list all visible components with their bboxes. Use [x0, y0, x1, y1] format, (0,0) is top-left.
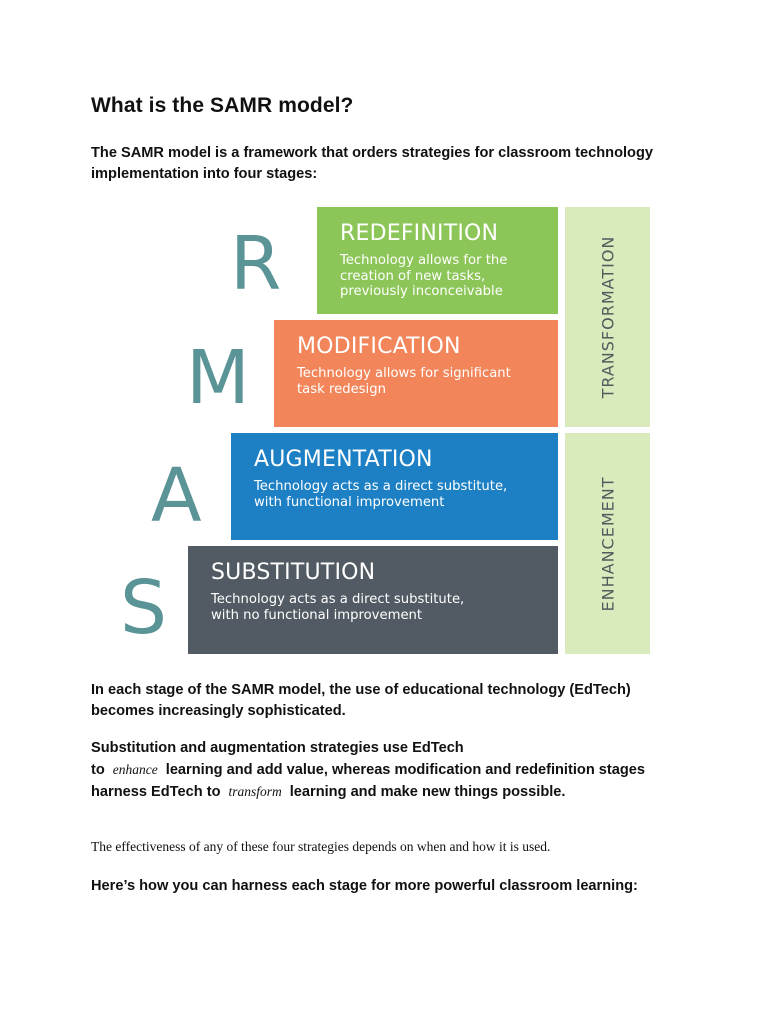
stage-description: Technology acts as a direct substitute, with functional improvement — [254, 479, 508, 510]
paragraph-enhance-transform — [91, 738, 691, 803]
para2-text-c: learning and add value, whereas modification and redefinition stages harness EdTech to — [91, 762, 646, 800]
stage-description: Technology allows for the creation of new tasks, previously inconceivable — [340, 253, 508, 299]
stage-title: REDEFINITION — [340, 221, 499, 246]
enhancement-label: ENHANCEMENT — [598, 476, 617, 611]
enhancement-bar — [565, 433, 650, 654]
intro-paragraph: The SAMR model is a framework that orders strategies for classroom technology implementation into four stages: — [91, 145, 654, 182]
stage-modification — [274, 320, 558, 427]
para2-text-b: to — [91, 762, 105, 778]
transformation-label: TRANSFORMATION — [598, 235, 617, 399]
stage-description: Technology acts as a direct substitute, with no functional improvement — [211, 592, 465, 623]
paragraph-sophistication: In each stage of the SAMR model, the use of educational technology (EdTech) becomes increasingly sophisticated. — [91, 682, 631, 719]
stage-title: SUBSTITUTION — [211, 560, 376, 585]
stage-title: AUGMENTATION — [254, 447, 433, 472]
letter-a: A — [151, 453, 202, 539]
letter-s: S — [120, 565, 167, 651]
paragraph-harness: Here’s how you can harness each stage for more powerful classroom learning: — [91, 878, 638, 894]
letter-r: R — [230, 221, 282, 307]
paragraph-effectiveness: The effectiveness of any of these four strategies depends on when and how it is used. — [91, 839, 551, 854]
letter-m: M — [186, 335, 250, 421]
stage-substitution — [188, 546, 558, 654]
page-title: What is the SAMR model? — [91, 94, 354, 117]
stage-description: Technology allows for significant task redesign — [297, 366, 511, 397]
emphasis-transform: transform — [228, 784, 282, 799]
stage-redefinition — [317, 207, 558, 314]
emphasis-enhance: enhance — [112, 762, 158, 777]
para2-text-d: learning and make new things possible. — [289, 784, 566, 800]
transformation-bar — [565, 207, 650, 427]
para2-text-a: Substitution and augmentation strategies use EdTech — [91, 740, 464, 756]
stage-augmentation — [231, 433, 558, 540]
stage-title: MODIFICATION — [297, 334, 461, 359]
